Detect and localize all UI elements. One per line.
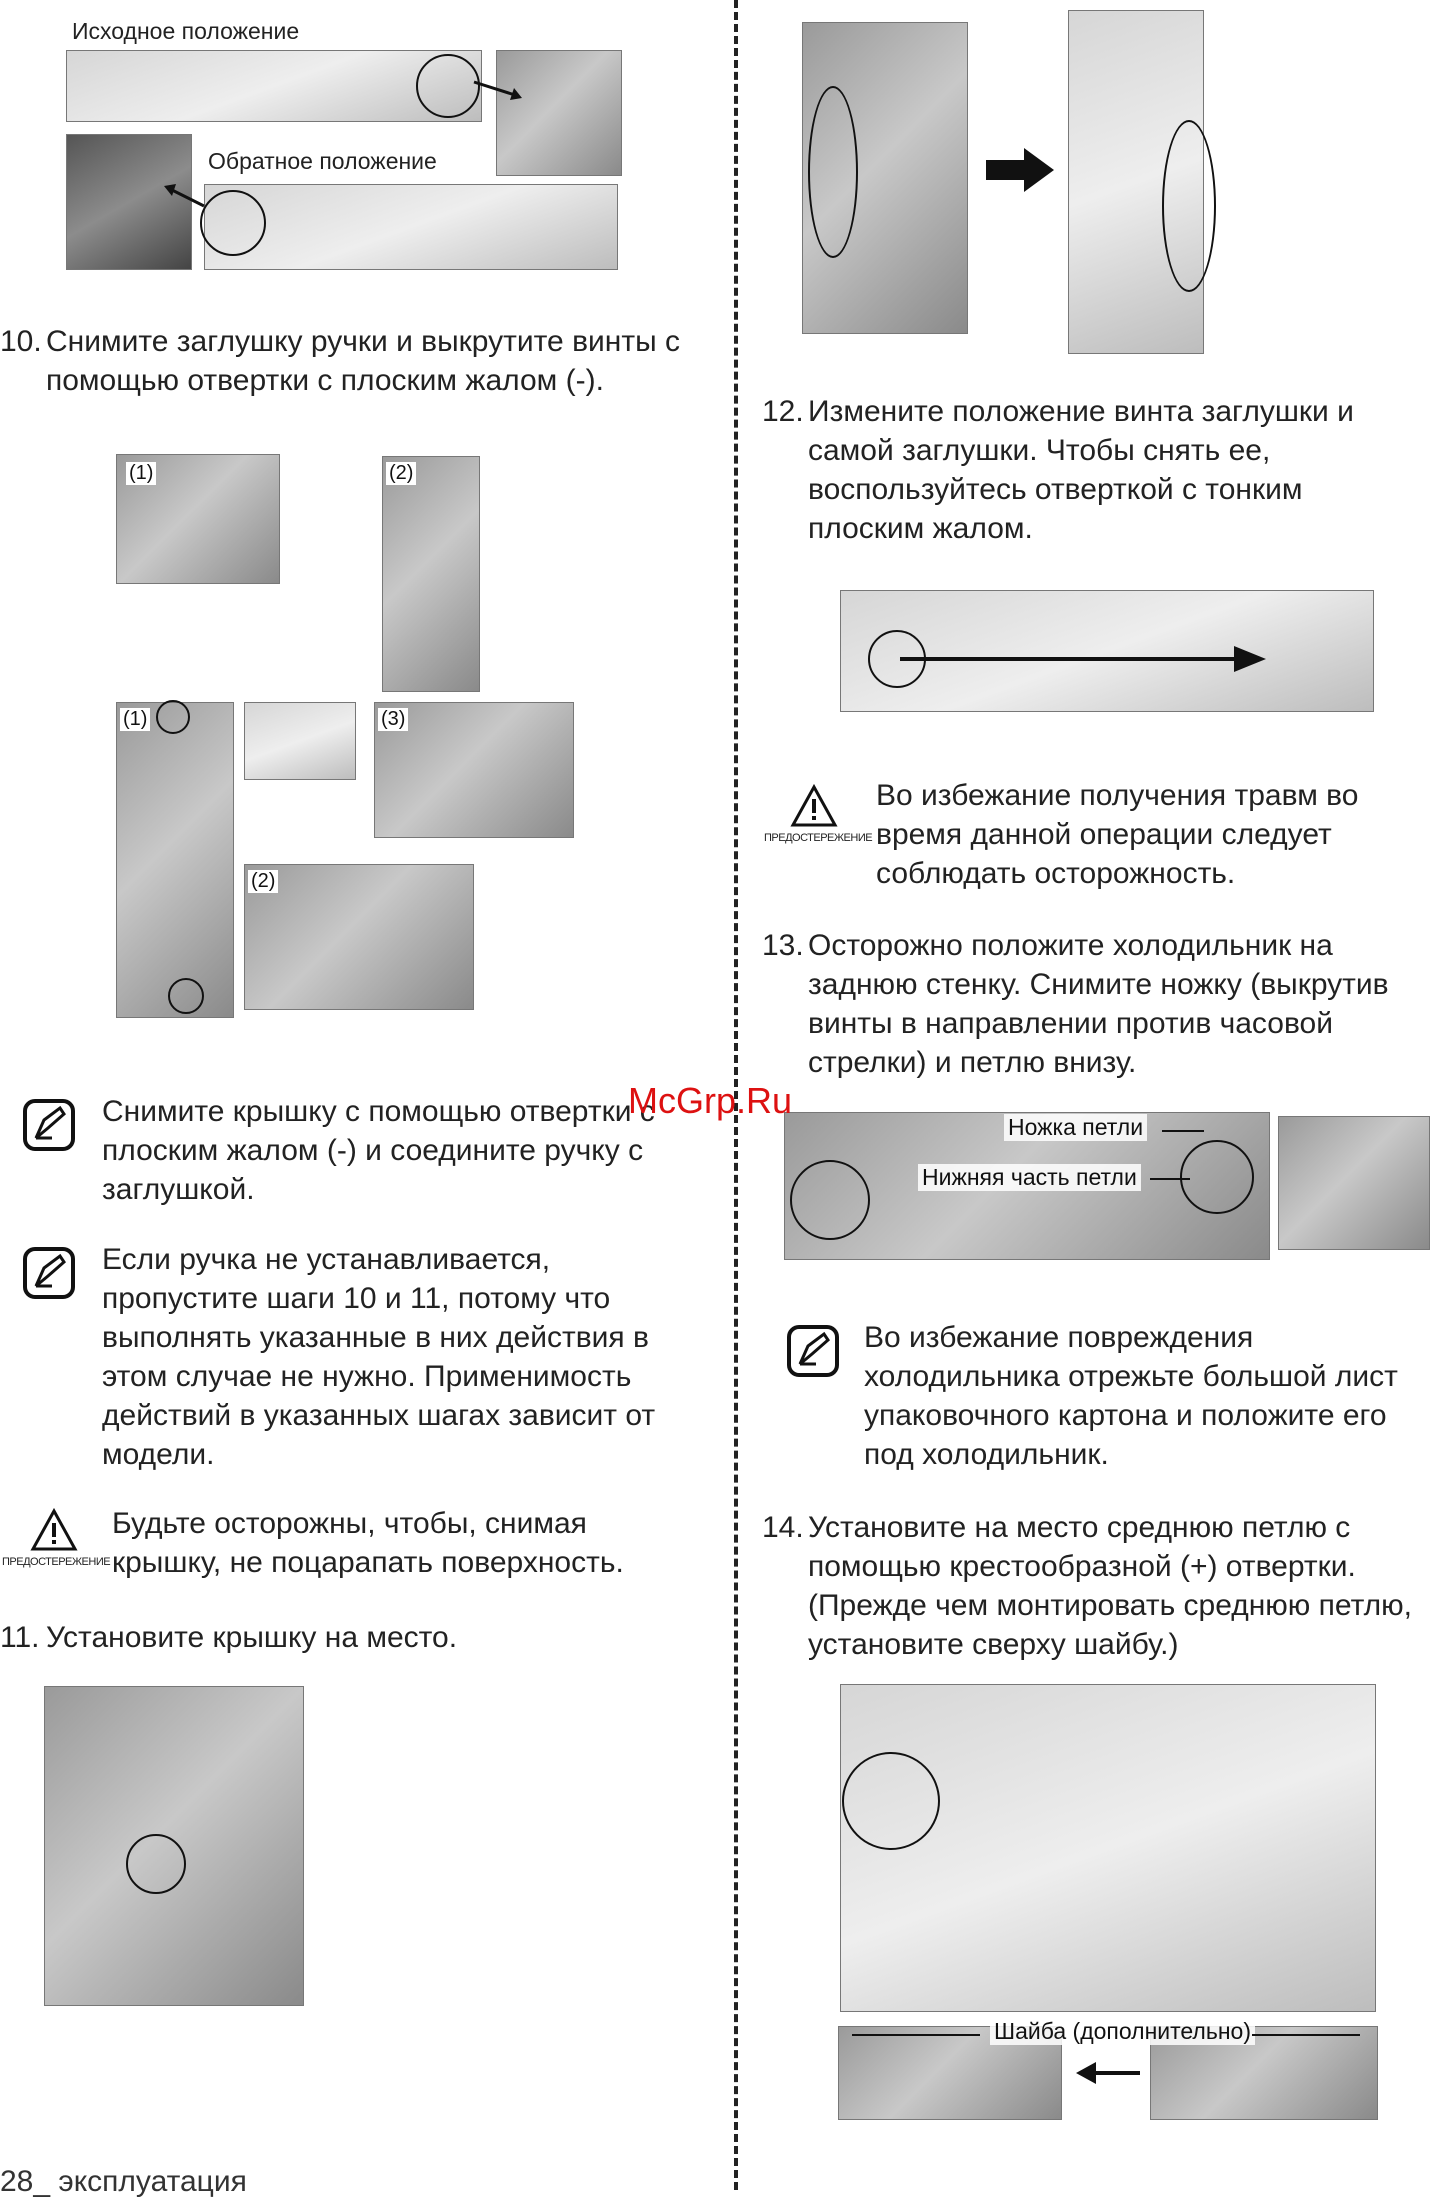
arrow-icon — [160, 176, 210, 216]
step-text: Осторожно положите холодильник на заднюю стенку. Снимите ножку (выкрутив винты в направлении против часовой стрелки) и петлю внизу. — [808, 929, 1389, 1079]
arrow-right-icon — [986, 146, 1056, 194]
figure-label: (1) — [126, 462, 156, 485]
note-1-text: Снимите крышку с помощью отвертки с плоским жалом (-) и соедините ручку с заглушкой. — [102, 1095, 655, 1206]
step-text: Снимите заглушку ручки и выкрутите винты с помощью отвертки с плоским жалом (-). — [46, 325, 680, 397]
label-leader-line — [852, 2034, 980, 2036]
note-icon — [786, 1324, 840, 1378]
arrow-left-icon — [1074, 2060, 1144, 2086]
rev-position-label: Обратное положение — [208, 148, 437, 174]
warning-text: Во избежание получения травм во время данной операции следует соблюдать осторожность. — [876, 779, 1359, 890]
photo-step10-b-detail — [244, 702, 356, 780]
step-number: 13. — [762, 929, 804, 962]
page-footer: 28_ эксплуатация — [0, 2165, 247, 2198]
warning-icon — [790, 784, 838, 828]
step-11 — [0, 1618, 700, 1657]
hinge-bottom-label: Нижняя часть петли — [918, 1164, 1141, 1191]
figure-label: (2) — [386, 462, 416, 485]
step-12 — [762, 392, 1422, 548]
label-leader-line — [1252, 2034, 1360, 2036]
arrow-right-icon — [900, 644, 1270, 674]
photo-step10-b1 — [116, 702, 234, 1018]
step-text: Измените положение винта заглушки и самой заглушки. Чтобы снять ее, воспользуйтесь отверткой с тонким плоским жалом. — [808, 395, 1354, 545]
label-leader-line — [1162, 1130, 1204, 1132]
note-icon — [22, 1246, 76, 1300]
warning-text: Будьте осторожны, чтобы, снимая крышку, не поцарапать поверхность. — [112, 1507, 624, 1579]
highlight-circle — [790, 1160, 870, 1240]
step-number: 11. — [0, 1621, 40, 1654]
note-2-text: Если ручка не устанавливается, пропустите шаги 10 и 11, потому что выполнять указанные в них действия в этом случае не нужно. Применимость действий в указанных шагах зависит от модели. — [102, 1243, 656, 1471]
figure-label: (1) — [120, 708, 150, 731]
highlight-circle — [126, 1834, 186, 1894]
photo-rev-position — [204, 184, 618, 270]
note-icon — [22, 1098, 76, 1152]
step-13 — [762, 926, 1442, 1082]
photo-orig-closeup — [496, 50, 622, 176]
warning-label: ПРЕДОСТЕРЕЖЕНИЕ — [764, 832, 873, 844]
figure-label: (2) — [248, 870, 278, 893]
hinge-leg-label: Ножка петли — [1004, 1114, 1147, 1141]
label-leader-line — [1150, 1178, 1190, 1180]
highlight-circle — [842, 1752, 940, 1850]
step-number: 14. — [762, 1511, 804, 1544]
watermark: McGrp.Ru — [628, 1080, 793, 1121]
step-10 — [0, 322, 700, 400]
step-text: Установите на место среднюю петлю с помощью крестообразной (+) отвертки. (Прежде чем монтировать среднюю петлю, установите сверху шайбу.) — [808, 1511, 1412, 1661]
figure-label: (3) — [378, 708, 408, 731]
highlight-circle — [1162, 120, 1216, 292]
highlight-circle — [156, 700, 190, 734]
step-number: 12. — [762, 395, 804, 428]
photo-step10-a2 — [382, 456, 480, 692]
photo-step10-b2 — [244, 864, 474, 1010]
photo-step13-closeup — [1278, 1116, 1430, 1250]
step-text: Установите крышку на место. — [46, 1621, 458, 1654]
figure-handle-positions — [0, 0, 640, 280]
warning-icon — [30, 1508, 78, 1552]
orig-position-label: Исходное положение — [72, 18, 300, 44]
photo-step14 — [840, 1684, 1376, 2012]
highlight-circle — [168, 978, 204, 1014]
note-right-text: Во избежание повреждения холодильника отрежьте большой лист упаковочного картона и положите его под холодильник. — [864, 1321, 1398, 1471]
highlight-circle — [1180, 1140, 1254, 1214]
step-number: 10. — [0, 325, 42, 358]
warning-label: ПРЕДОСТЕРЕЖЕНИЕ — [2, 1556, 111, 1568]
step-14 — [762, 1508, 1451, 1664]
highlight-circle — [808, 86, 858, 258]
arrow-icon — [470, 70, 530, 110]
washer-label: Шайба (дополнительно) — [990, 2018, 1255, 2045]
